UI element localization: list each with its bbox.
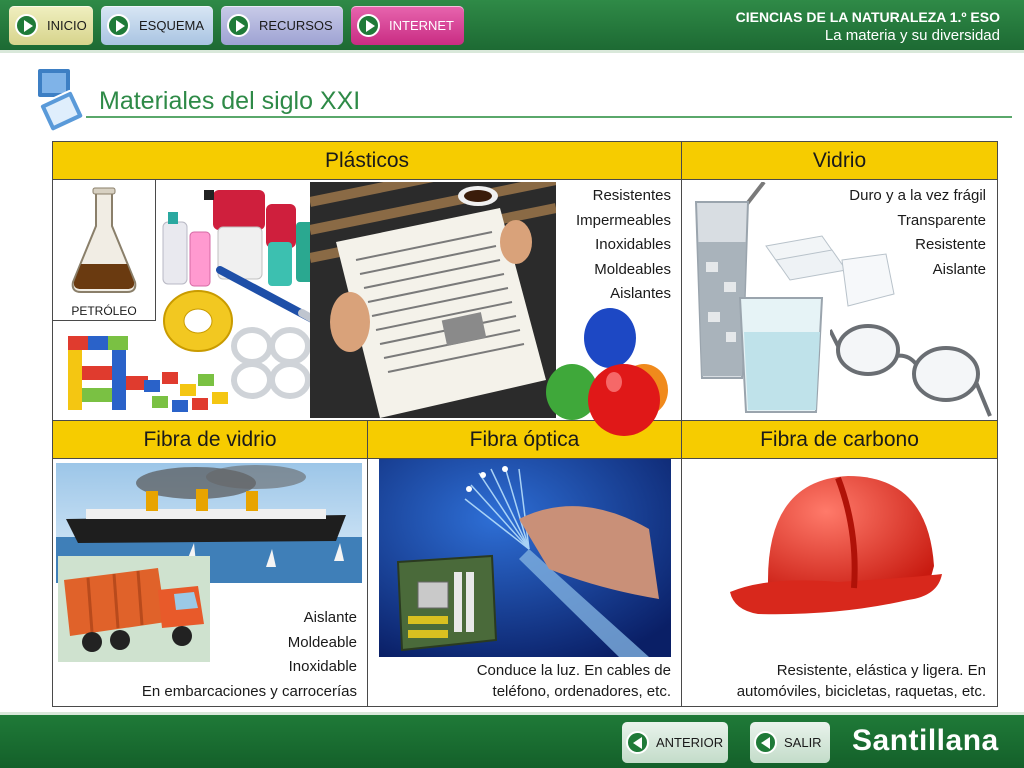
property-text: Inoxidables bbox=[595, 236, 671, 254]
nav-internet-button[interactable] bbox=[351, 6, 464, 45]
course-title: CIENCIAS DE LA NATURALEZA 1.º ESO bbox=[735, 9, 1000, 25]
property-text: Aislantes bbox=[610, 285, 671, 303]
course-subtitle: La materia y su diversidad bbox=[824, 27, 1000, 44]
play-icon bbox=[357, 14, 380, 37]
property-text: Resistente bbox=[915, 236, 986, 254]
header-plasticos bbox=[52, 141, 682, 180]
header-fibra-carbono-label: Fibra de carbono bbox=[760, 427, 919, 451]
salir-label: SALIR bbox=[784, 735, 822, 750]
santillana-logo: Santillana bbox=[852, 724, 999, 757]
balloons-icon bbox=[544, 302, 674, 436]
caption-line: automóviles, bicicletas, raquetas, etc. bbox=[736, 683, 986, 700]
nav-esquema-button[interactable] bbox=[101, 6, 213, 45]
motherboard-icon bbox=[388, 552, 500, 656]
helmet-icon bbox=[728, 470, 946, 642]
header-fibra-carbono bbox=[681, 420, 998, 459]
salir-button[interactable] bbox=[750, 722, 830, 763]
play-icon bbox=[227, 14, 250, 37]
course-info bbox=[736, 8, 1000, 46]
flask-icon bbox=[67, 186, 141, 298]
vidrio-properties bbox=[849, 184, 986, 282]
top-bar-divider bbox=[0, 50, 1024, 53]
newspaper-photo bbox=[310, 182, 556, 418]
nav-inicio-label: INICIO bbox=[47, 18, 87, 33]
caption-line: Conduce la luz. En cables de bbox=[476, 662, 671, 679]
property-text: Resistentes bbox=[592, 187, 671, 204]
page-title: Materiales del siglo XXI bbox=[99, 87, 361, 115]
back-arrow-icon bbox=[754, 731, 777, 754]
header-fibra-optica-label: Fibra óptica bbox=[469, 427, 580, 451]
toy-pieces-icon bbox=[140, 366, 236, 418]
property-text: Aislante bbox=[932, 260, 986, 278]
table-divider bbox=[367, 420, 368, 707]
caption-line: Resistente, elástica y ligera. En bbox=[776, 662, 986, 679]
fibra-vidrio-properties bbox=[142, 606, 357, 704]
back-arrow-icon bbox=[626, 731, 649, 754]
nav-esquema-label: ESQUEMA bbox=[139, 18, 205, 33]
header-fibra-vidrio bbox=[52, 420, 368, 459]
title-underline bbox=[86, 116, 1012, 118]
slides-icon bbox=[34, 66, 84, 132]
property-text: Moldeable bbox=[287, 633, 357, 651]
play-icon bbox=[107, 14, 130, 37]
nav-recursos-button[interactable] bbox=[221, 6, 343, 45]
nav-inicio-button[interactable] bbox=[9, 6, 93, 45]
property-text: Duro y a la vez frágil bbox=[849, 187, 986, 204]
pen-icon bbox=[214, 260, 324, 330]
property-text: Aislante bbox=[303, 609, 357, 626]
play-icon bbox=[15, 14, 38, 37]
petroleo-box bbox=[52, 179, 156, 321]
plasticos-properties bbox=[576, 184, 671, 307]
nav-internet-label: INTERNET bbox=[389, 18, 454, 33]
anterior-button[interactable] bbox=[622, 722, 728, 763]
petroleo-label: PETRÓLEO bbox=[71, 304, 137, 318]
property-text: Inoxidable bbox=[288, 658, 357, 676]
header-plasticos-label: Plásticos bbox=[324, 148, 410, 172]
anterior-label: ANTERIOR bbox=[656, 735, 724, 750]
nav-recursos-label: RECURSOS bbox=[259, 18, 333, 33]
header-fibra-vidrio-label: Fibra de vidrio bbox=[143, 427, 277, 451]
header-vidrio bbox=[681, 141, 998, 180]
header-vidrio-label: Vidrio bbox=[812, 148, 867, 172]
eyeglasses-icon bbox=[830, 320, 994, 424]
property-text: Impermeables bbox=[575, 211, 671, 229]
property-text: Transparente bbox=[897, 211, 986, 229]
fibra-carbono-caption bbox=[737, 660, 986, 702]
caption-line: teléfono, ordenadores, etc. bbox=[492, 683, 671, 700]
property-text: En embarcaciones y carrocerías bbox=[141, 682, 357, 700]
property-text: Moldeables bbox=[594, 260, 671, 278]
fibra-optica-caption bbox=[477, 660, 671, 702]
